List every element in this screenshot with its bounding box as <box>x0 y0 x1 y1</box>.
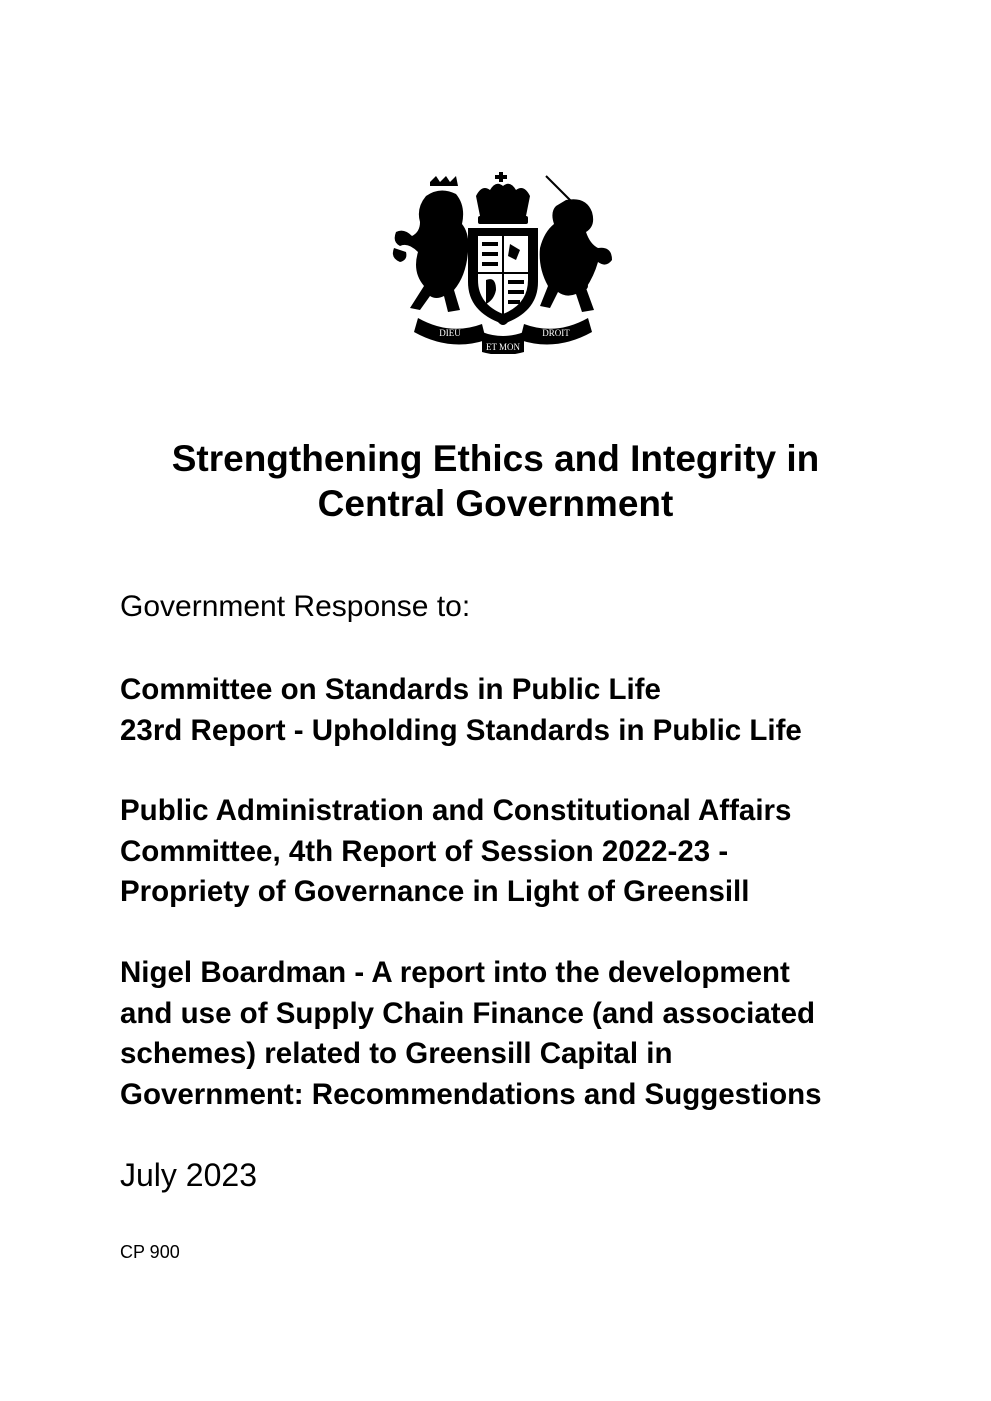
motto-et-mon: ET MON <box>485 342 521 352</box>
reference-line: Committee, 4th Report of Session 2022-23 - <box>120 834 729 868</box>
reference-line: Government: Recommendations and Suggestions <box>120 1077 822 1111</box>
reference-line: schemes) related to Greensill Capital in <box>120 1037 673 1070</box>
reference-line: Public Administration and Constitutional Affairs <box>120 794 792 827</box>
reference-line: Propriety of Governance in Light of Greensill <box>120 875 750 908</box>
reference-line: Nigel Boardman - A report into the development <box>120 956 790 989</box>
motto-dieu: DIEU <box>439 328 461 338</box>
document-title <box>0 436 991 526</box>
reference-line: and use of Supply Chain Finance (and associated <box>120 996 816 1030</box>
publication-date: July 2023 <box>120 1157 257 1193</box>
reference-line: 23rd Report - Upholding Standards in Public Life <box>120 713 802 747</box>
response-subtitle: Government Response to: <box>120 590 471 623</box>
title-line: Central Government <box>317 483 674 524</box>
reference-line: Committee on Standards in Public Life <box>120 673 661 706</box>
motto-droit: DROIT <box>542 328 570 338</box>
reference-committee-standards <box>120 670 900 751</box>
reference-boardman <box>120 953 900 1115</box>
royal-coat-of-arms-icon <box>390 172 616 354</box>
reference-pacac <box>120 791 900 913</box>
command-paper-number: CP 900 <box>120 1242 180 1262</box>
title-line: Strengthening Ethics and Integrity in <box>171 438 820 479</box>
